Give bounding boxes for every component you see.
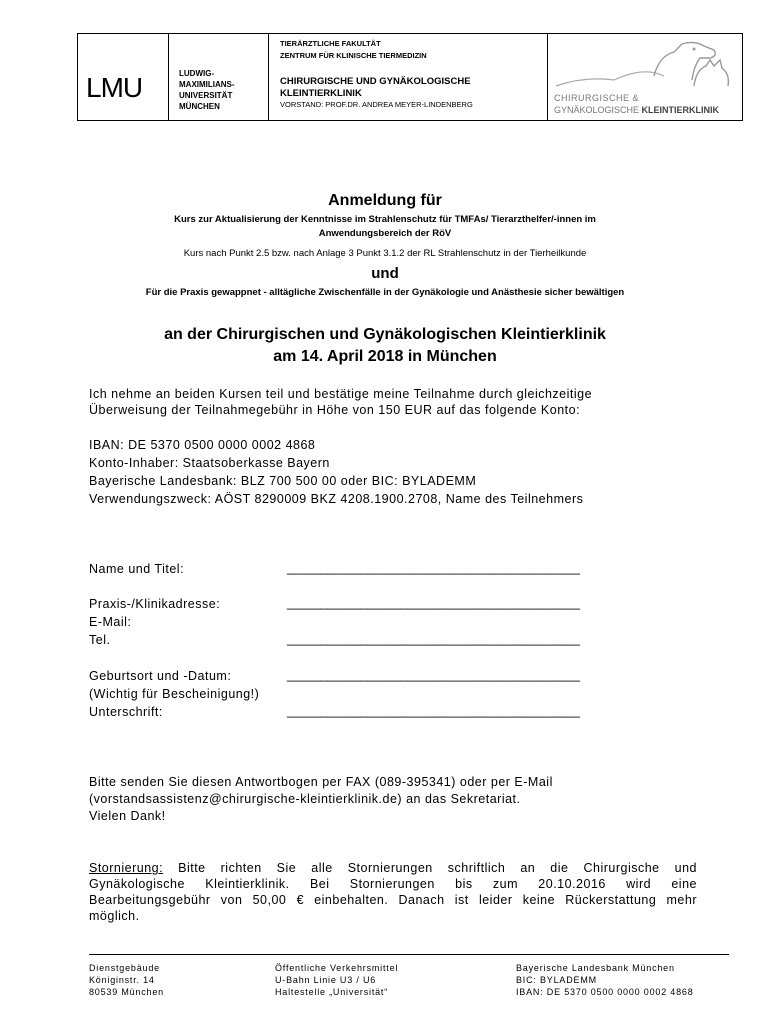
board-name: VORSTAND: PROF.DR. ANDREA MEYER-LINDENBERG	[280, 100, 473, 109]
birth-note: (Wichtig für Bescheinigung!)	[89, 687, 260, 701]
footer-address: Dienstgebäude Königinstr. 14 80539 München	[89, 963, 164, 997]
faculty-name: TIERÄRZTLICHE FAKULTÄT	[280, 39, 381, 48]
lmu-logo: LMU	[86, 72, 143, 103]
and-text: und	[371, 265, 399, 282]
clinic-logo-box	[548, 33, 743, 121]
payment-purpose: Verwendungszweck: AÖST 8290009 BKZ 4208.1900.2708, Name des Teilnehmers	[89, 492, 584, 506]
course1-title: Kurs zur Aktualisierung der Kenntnisse im Strahlenschutz für TMFAs/ Tierarzthelfer/-innen im Anwendungsbereich der RöV	[174, 214, 596, 239]
lmu-logo-box	[77, 33, 169, 121]
name-label: Name und Titel:	[89, 562, 185, 576]
university-name: LUDWIG- MAXIMILIANS- UNIVERSITÄT MÜNCHEN	[179, 69, 235, 111]
email-tel-field[interactable]: ____________________________________________	[287, 632, 580, 646]
footer-transport: Öffentliche Verkehrsmittel U-Bahn Linie U3 / U6 Haltestelle „Universität“	[275, 963, 399, 997]
course2-title: Für die Praxis gewappnet - alltägliche Zwischenfälle in der Gynäkologie und Anästhesie sicher bewältigen	[145, 287, 625, 298]
name-field[interactable]: ____________________________________________	[287, 561, 580, 575]
footer-bank: Bayerische Landesbank München BIC: BYLADEMM IBAN: DE 5370 0500 0000 0002 4868	[516, 963, 694, 997]
signature-label: Unterschrift:	[89, 705, 163, 719]
iban-text: IBAN: DE 5370 0500 0000 0002 4868	[89, 438, 316, 452]
form-title: Anmeldung für	[328, 192, 442, 209]
cancellation-text: Stornierung: Bitte richten Sie alle Stornierungen schriftlich an die Chirurgische und Gynäkologische Kleintierklinik. Bei Stornierungen bis zum 20.10.2016 wird eine Bearbeitungsgebühr von 50,00 € einbehalten. Danach ist leider keine Rückerstattung mehr möglich.	[89, 861, 697, 923]
signature-field[interactable]: ____________________________________________	[287, 704, 580, 718]
footer-divider	[89, 954, 729, 955]
address-label: Praxis-/Klinikadresse:	[89, 597, 221, 611]
address-field[interactable]: ____________________________________________	[287, 596, 580, 610]
course1-note: Kurs nach Punkt 2.5 bzw. nach Anlage 3 Punkt 3.1.2 der RL Strahlenschutz in der Tierheilkunde	[183, 248, 587, 259]
university-name-box	[169, 33, 269, 121]
birth-field[interactable]: ____________________________________________	[287, 668, 580, 682]
birth-label: Geburtsort und -Datum:	[89, 669, 232, 683]
clinic-logo-line1: CHIRURGISCHE &	[554, 93, 640, 103]
bank-details	[89, 436, 583, 508]
clinic-name: CHIRURGISCHE UND GYNÄKOLOGISCHE KLEINTIERKLINIK	[280, 76, 471, 99]
clinic-logo-line2: GYNÄKOLOGISCHE KLEINTIERKLINIK	[554, 105, 720, 115]
cancellation-label: Stornierung:	[89, 861, 164, 875]
account-holder: Konto-Inhaber: Staatsoberkasse Bayern	[89, 456, 330, 470]
payment-text: Ich nehme an beiden Kursen teil und bestätige meine Teilnahme durch gleichzeitige Überweisung der Teilnahmegebühr in Höhe von 150 EUR auf das folgende Konto:	[89, 387, 593, 417]
email-label: E-Mail:	[89, 615, 132, 629]
faculty-box	[269, 33, 548, 121]
closing-text: Bitte senden Sie diesen Antwortbogen per FAX (089-395341) oder per E-Mail (vorstandsassistenz@chirurgische-kleintierklinik.de) an das Sekretariat. Vielen Dank!	[89, 775, 553, 823]
bank-name: Bayerische Landesbank: BLZ 700 500 00 oder BIC: BYLADEMM	[89, 474, 477, 488]
center-name: ZENTRUM FÜR KLINISCHE TIERMEDIZIN	[280, 51, 427, 60]
dog-cat-icon	[554, 36, 738, 92]
tel-label: Tel.	[89, 633, 111, 647]
location-date: an der Chirurgischen und Gynäkologischen Kleintierklinik am 14. April 2018 in München	[164, 326, 606, 365]
